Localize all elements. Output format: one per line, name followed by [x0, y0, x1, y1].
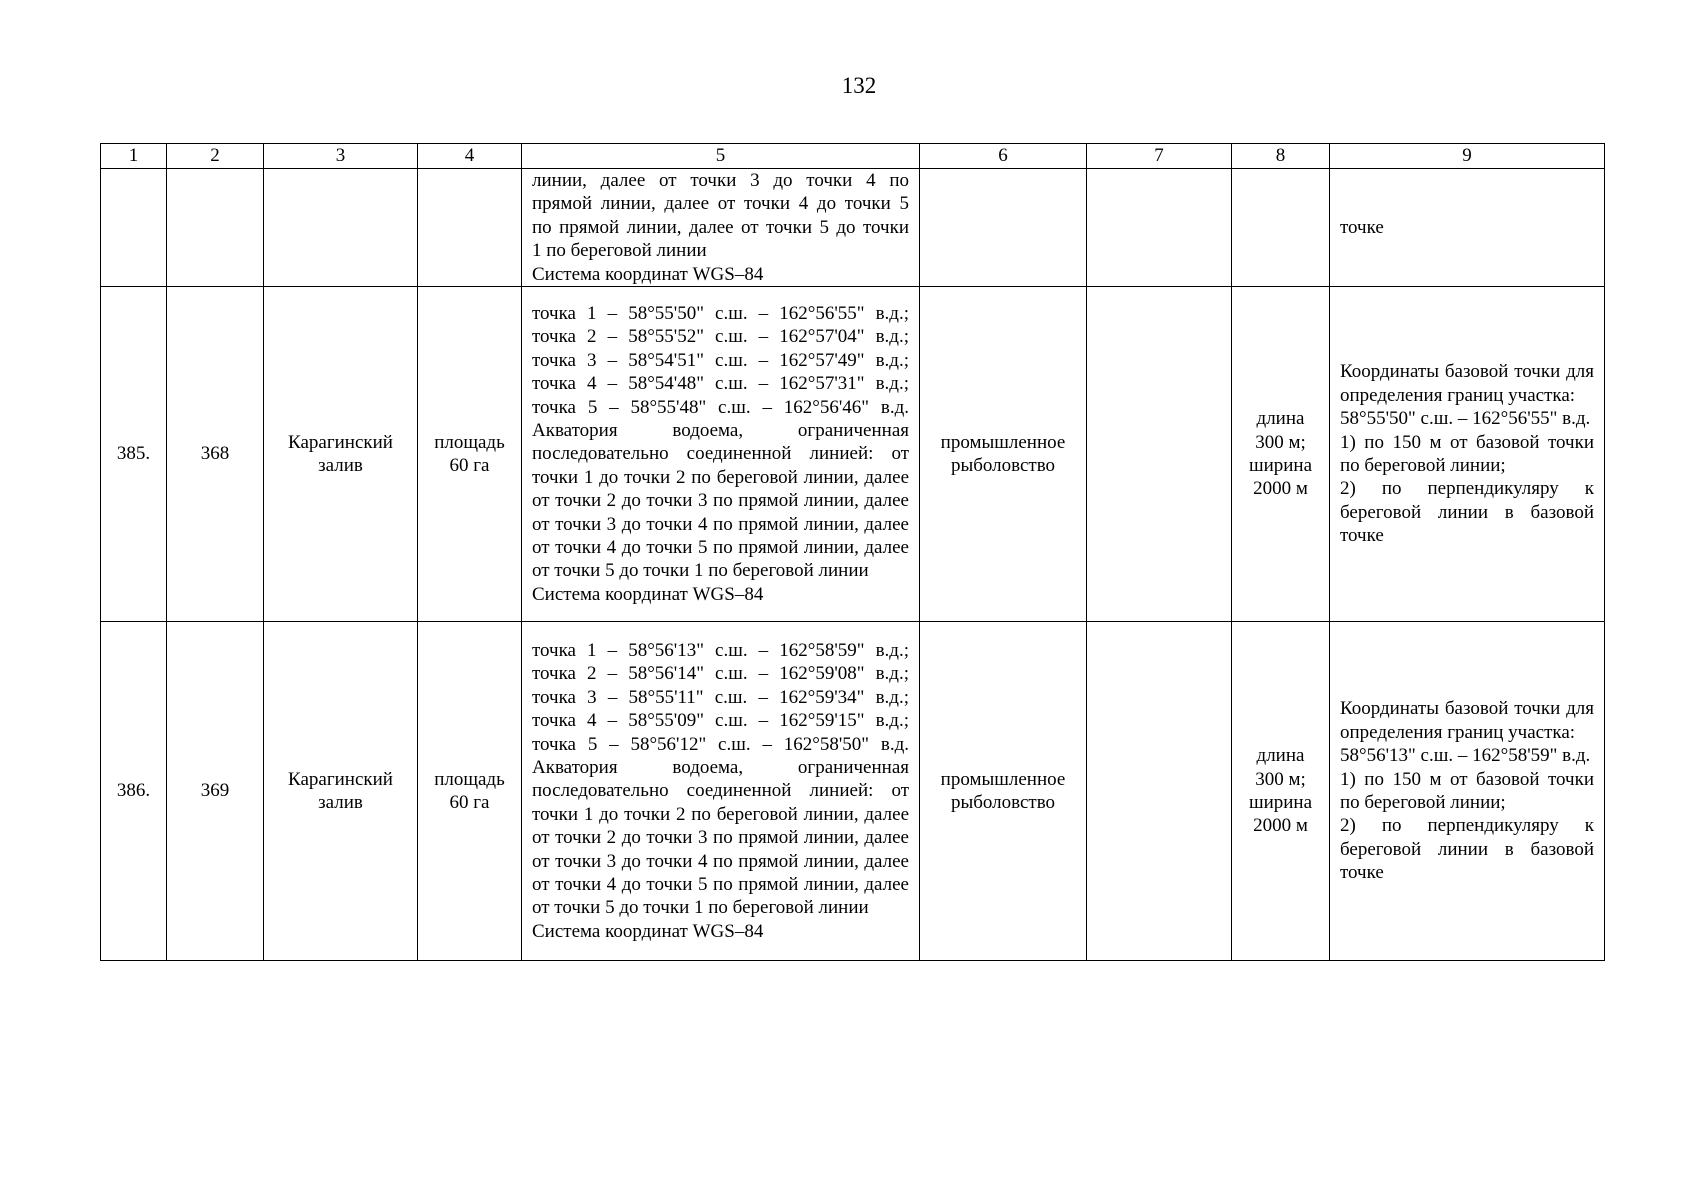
- boundary-point-3: точка 3 – 58°54'51" с.ш. – 162°57'49" в.д.;: [532, 349, 909, 371]
- boundary-point-1: точка 1 – 58°55'50" с.ш. – 162°56'55" в.д.;: [532, 302, 909, 324]
- cell-empty: [101, 169, 167, 287]
- boundary-text: Акватория водоема, ограниченная последовательно соединенной линией: от точки 1 до точки 2 по береговой линии, далее от точки 2 до точки 3 по прямой линии, далее от точки 3 до точки 4 по прямой линии, далее от точки 4 до точки 5 по прямой линии, далее от точки 5 до точки 1 по береговой линии: [532, 756, 909, 919]
- notes-text: 2) по перпендикуляру к береговой линии в базовой точке: [1340, 478, 1594, 547]
- water-body: Карагинский залив: [264, 287, 418, 622]
- base-point-coordinates: 58°56'13" с.ш. – 162°58'59" в.д.: [1340, 745, 1591, 767]
- site-area: площадь 60 га: [418, 287, 522, 622]
- cell-empty: [264, 169, 418, 287]
- column-header-8: 8: [1232, 144, 1330, 169]
- column-header-7: 7: [1087, 144, 1232, 169]
- purpose: промышленное рыболовство: [920, 287, 1087, 622]
- cell-empty: [418, 169, 522, 287]
- text-line: по прямой линии, далее от точки 5 до точки: [532, 216, 909, 238]
- base-point-coordinates: 58°55'50" с.ш. – 162°56'55" в.д.: [1340, 408, 1591, 430]
- site-area: площадь 60 га: [418, 622, 522, 961]
- base-point-notes: [1330, 287, 1605, 622]
- column-header-1: 1: [101, 144, 167, 169]
- cell-empty: [167, 169, 264, 287]
- coordinate-system: Система координат WGS–84: [532, 263, 764, 285]
- boundary-point-5: точка 5 – 58°56'12" с.ш. – 162°58'50" в.д.: [532, 733, 909, 755]
- boundary-description: [522, 622, 920, 961]
- site-number: 369: [167, 622, 264, 961]
- boundary-description-continued: [522, 169, 920, 287]
- purpose: промышленное рыболовство: [920, 622, 1087, 961]
- column-header-4: 4: [418, 144, 522, 169]
- table-row: [101, 622, 1605, 961]
- coordinate-system: Система координат WGS–84: [532, 920, 764, 942]
- boundary-text: Акватория водоема, ограниченная последовательно соединенной линией: от точки 1 до точки 2 по береговой линии, далее от точки 2 до точки 3 по прямой линии, далее от точки 3 до точки 4 по прямой линии, далее от точки 4 до точки 5 по прямой линии, далее от точки 5 до точки 1 по береговой линии: [532, 419, 909, 582]
- cell-empty: [920, 169, 1087, 287]
- site-number: 368: [167, 287, 264, 622]
- notes-text: 1) по 150 м от базовой точки по береговой линии;: [1340, 768, 1594, 814]
- column-header-6: 6: [920, 144, 1087, 169]
- row-number: 385.: [101, 287, 167, 622]
- site-size: длина 300 м; ширина 2000 м: [1232, 287, 1330, 622]
- site-size: длина 300 м; ширина 2000 м: [1232, 622, 1330, 961]
- table-row: [101, 287, 1605, 622]
- notes-continued: точке: [1330, 169, 1605, 287]
- notes-text: Координаты базовой точки для определения границ участка:: [1340, 361, 1594, 406]
- column-header-3: 3: [264, 144, 418, 169]
- boundary-point-5: точка 5 – 58°55'48" с.ш. – 162°56'46" в.д.: [532, 396, 909, 418]
- column-7-cell: [1087, 287, 1232, 622]
- page-number: 132: [841, 73, 877, 98]
- cell-empty: [1087, 169, 1232, 287]
- boundary-description: [522, 287, 920, 622]
- text-line: 1 по береговой линии: [532, 240, 707, 262]
- boundary-point-4: точка 4 – 58°55'09" с.ш. – 162°59'15" в.д.;: [532, 710, 909, 732]
- row-number: 386.: [101, 622, 167, 961]
- column-number-header-row: [101, 144, 1605, 169]
- boundary-point-2: точка 2 – 58°55'52" с.ш. – 162°57'04" в.д.;: [532, 326, 909, 348]
- base-point-notes: [1330, 622, 1605, 961]
- boundary-point-4: точка 4 – 58°54'48" с.ш. – 162°57'31" в.д.;: [532, 373, 909, 395]
- coordinate-system: Система координат WGS–84: [532, 583, 764, 605]
- column-header-2: 2: [167, 144, 264, 169]
- column-7-cell: [1087, 622, 1232, 961]
- notes-text: Координаты базовой точки для определения границ участка:: [1340, 698, 1594, 743]
- notes-text: 2) по перпендикуляру к береговой линии в базовой точке: [1340, 815, 1594, 884]
- fishing-sites-table: [100, 143, 1605, 961]
- cell-empty: [1232, 169, 1330, 287]
- notes-text: 1) по 150 м от базовой точки по береговой линии;: [1340, 431, 1594, 477]
- boundary-point-1: точка 1 – 58°56'13" с.ш. – 162°58'59" в.д.;: [532, 639, 909, 661]
- continuation-row: [101, 169, 1605, 287]
- text-line: линии, далее от точки 3 до точки 4 по: [532, 170, 909, 191]
- column-header-9: 9: [1330, 144, 1605, 169]
- text-line: прямой линии, далее от точки 4 до точки 5: [532, 193, 909, 215]
- boundary-point-2: точка 2 – 58°56'14" с.ш. – 162°59'08" в.д.;: [532, 663, 909, 685]
- column-header-5: 5: [522, 144, 920, 169]
- boundary-point-3: точка 3 – 58°55'11" с.ш. – 162°59'34" в.д.;: [532, 686, 909, 708]
- water-body: Карагинский залив: [264, 622, 418, 961]
